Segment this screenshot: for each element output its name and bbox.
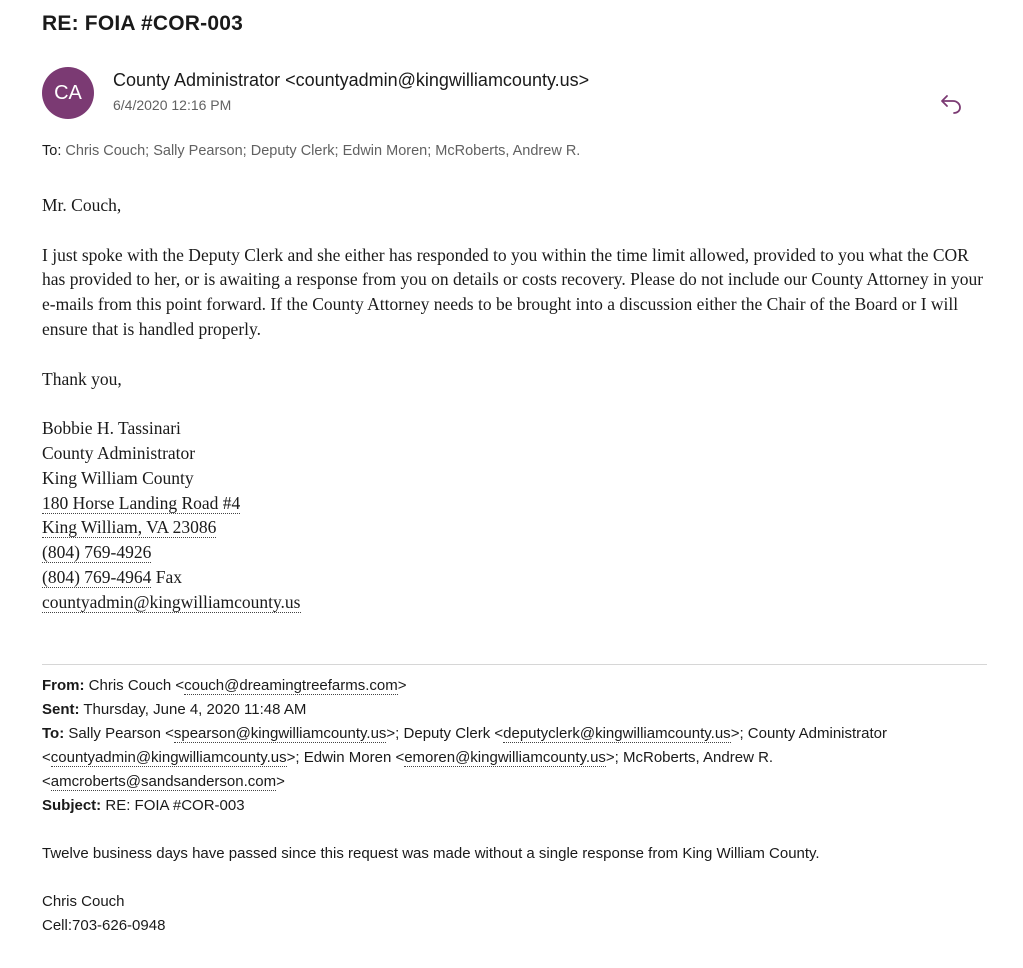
quoted-to-email-2[interactable]: deputyclerk@kingwilliamcounty.us [503,725,731,742]
quoted-to-label: To: [42,725,65,742]
signature-phone[interactable]: (804) 769-4926 [42,542,152,563]
closing: Thank you, [42,368,122,389]
quoted-to-text-2: >; Deputy Clerk < [386,725,504,742]
quoted-signature-cell: Cell:703-626-0948 [42,917,166,934]
quoted-message-text: Twelve business days have passed since this request was made without a single response from King William County. [42,845,820,862]
quoted-to-text-3: >; County Administrator < [42,725,888,766]
quoted-to-email-3[interactable]: countyadmin@kingwilliamcounty.us [50,749,287,766]
quoted-to-email-4[interactable]: emoren@kingwilliamcounty.us [404,749,606,766]
message-body [42,193,987,615]
signature-fax-label: Fax [151,566,182,587]
quoted-sent-label: Sent: [42,701,80,718]
quoted-subject-line [42,794,987,818]
body-paragraph: I just spoke with the Deputy Clerk and she either has responded to you within the time limit allowed, provided to you what the COR has provided to her, or is awaiting a response from you on details or costs recovery. Please do not include our County Attorney in your e-mails from this point forward. If the County Attorney needs to be brought into a discussion either the Chair of the Board or I will ensure that is handled properly. [42,244,984,339]
quoted-subject-label: Subject: [42,797,102,814]
quoted-from-name: Chris Couch < [84,677,185,694]
quoted-to-text-6: > [276,773,285,790]
reply-icon[interactable] [938,93,964,115]
quoted-to-text-1: Sally Pearson < [64,725,174,742]
quoted-sent-value: Thursday, June 4, 2020 11:48 AM [79,701,307,718]
to-label: To: [42,143,62,159]
recipients-line [42,143,580,159]
quoted-to-text-4: >; Edwin Moren < [286,749,405,766]
signature-fax-number[interactable]: (804) 769-4964 [42,566,152,587]
signature-name: Bobbie H. Tassinari [42,418,181,439]
quoted-sent-line [42,698,987,722]
quote-divider [42,664,987,665]
quoted-to-text-5: >; McRoberts, Andrew R. < [42,749,774,790]
signature-org: King William County [42,467,194,488]
quoted-from-end: > [397,677,407,694]
sender-avatar[interactable]: CA [42,67,94,119]
quoted-to-email-1[interactable]: spearson@kingwilliamcounty.us [173,725,387,742]
signature-address-line1[interactable]: 180 Horse Landing Road #4 [42,492,241,513]
quoted-signature-name: Chris Couch [42,893,125,910]
quoted-to-line [42,722,987,794]
sender-name[interactable]: County Administrator <countyadmin@kingwilliamcounty.us> [113,70,590,90]
quoted-from-label: From: [42,677,85,694]
signature-title: County Administrator [42,442,196,463]
greeting: Mr. Couch, [42,195,122,215]
email-subject: RE: FOIA #COR-003 [42,12,243,35]
quoted-from-email[interactable]: couch@dreamingtreefarms.com [184,677,398,694]
signature-address-line2[interactable]: King William, VA 23086 [42,517,217,538]
to-recipients[interactable]: Chris Couch; Sally Pearson; Deputy Clerk; Edwin Moren; McRoberts, Andrew R. [65,143,581,159]
quoted-message [42,674,987,938]
quoted-subject-value: RE: FOIA #COR-003 [101,797,245,814]
sent-date: 6/4/2020 12:16 PM [113,97,232,113]
signature-email[interactable]: countyadmin@kingwilliamcounty.us [42,591,301,612]
quoted-to-email-5[interactable]: amcroberts@sandsanderson.com [50,773,277,790]
quoted-from-line [42,674,987,698]
